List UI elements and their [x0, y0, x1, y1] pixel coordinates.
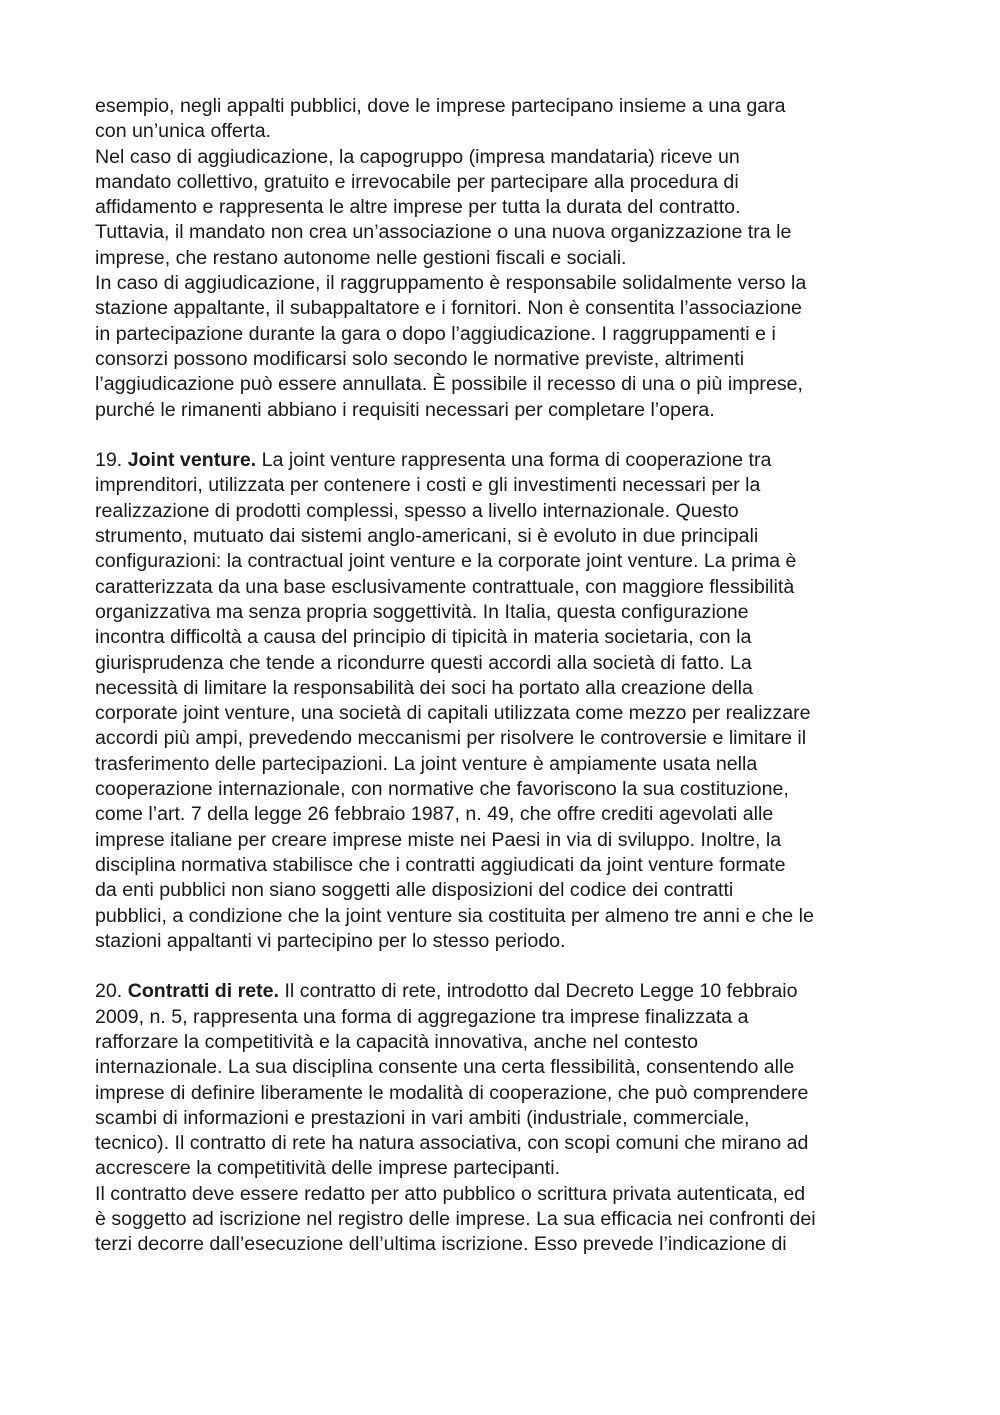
- document-page: [95, 94, 915, 1258]
- text-line: è soggetto ad iscrizione nel registro delle imprese. La sua efficacia nei confronti dei: [95, 1208, 816, 1231]
- text-line: incontra difficoltà a causa del principio di tipicità in materia societaria, con la: [95, 626, 752, 649]
- text-line: corporate joint venture, una società di capitali utilizzata come mezzo per realizzare: [95, 702, 811, 725]
- text-line: Nel caso di aggiudicazione, la capogruppo (impresa mandataria) riceve un: [95, 145, 740, 168]
- section-text: La joint venture rappresenta una forma di cooperazione tra: [256, 449, 772, 472]
- text-line: terzi decorre dall’esecuzione dell’ultima iscrizione. Esso prevede l’indicazione di: [95, 1233, 787, 1256]
- text-line: esempio, negli appalti pubblici, dove le imprese partecipano insieme a una gara: [95, 95, 786, 117]
- paragraph-gap: [95, 954, 915, 979]
- text-line: In caso di aggiudicazione, il raggruppamento è responsabile solidalmente verso la: [95, 272, 807, 295]
- section-contratti-di-rete: [95, 979, 915, 1257]
- text-line: imprese italiane per creare imprese miste nei Paesi in via di sviluppo. Inoltre, la: [95, 828, 782, 851]
- text-line: accordi più ampi, prevedendo meccanismi per risolvere le controversie e limitare il: [95, 727, 807, 750]
- text-line: cooperazione internazionale, con normative che favoriscono la sua costituzione,: [95, 778, 789, 801]
- text-line: imprese di definire liberamente le modalità di cooperazione, che può comprendere: [95, 1081, 809, 1104]
- text-line: pubblici, a condizione che la joint venture sia costituita per almeno tre anni e che le: [95, 904, 814, 927]
- paragraph-raggruppamenti: [95, 94, 915, 423]
- text-line: 2009, n. 5, rappresenta una forma di aggregazione tra imprese finalizzata a: [95, 1005, 749, 1028]
- text-line: disciplina normativa stabilisce che i contratti aggiudicati da joint venture formate: [95, 853, 786, 876]
- text-line: caratterizzata da una base esclusivamente contrattuale, con maggiore flessibilità: [95, 575, 795, 598]
- text-line: da enti pubblici non siano soggetti alle disposizioni del codice dei contratti: [95, 879, 734, 902]
- text-line: stazioni appaltanti vi partecipino per lo stesso periodo.: [95, 929, 566, 952]
- text-line: mandato collettivo, gratuito e irrevocabile per partecipare alla procedura di: [95, 170, 739, 193]
- text-line: rafforzare la competitività e la capacità innovativa, anche nel contesto: [95, 1030, 699, 1053]
- section-heading: Joint venture.: [127, 449, 257, 472]
- text-line: tecnico). Il contratto di rete ha natura associativa, con scopi comuni che mirano ad: [95, 1132, 809, 1155]
- text-line: consorzi possono modificarsi solo secondo le normative previste, altrimenti: [95, 347, 745, 370]
- paragraph-gap: [95, 423, 915, 448]
- text-line: Il contratto deve essere redatto per atto pubblico o scrittura privata autenticata, ed: [95, 1182, 806, 1205]
- section-joint-venture: [95, 448, 915, 954]
- text-line: in partecipazione durante la gara o dopo l’aggiudicazione. I raggruppamenti e i: [95, 322, 776, 345]
- text-line: purché le rimanenti abbiano i requisiti necessari per completare l’opera.: [95, 398, 715, 421]
- text-line: accrescere la competitività delle imprese partecipanti.: [95, 1157, 561, 1180]
- text-line: imprese, che restano autonome nelle gestioni fiscali e sociali.: [95, 246, 627, 269]
- text-line: realizzazione di prodotti complessi, spesso a livello internazionale. Questo: [95, 499, 739, 522]
- text-line: l’aggiudicazione può essere annullata. È possibile il recesso di una o più imprese,: [95, 373, 803, 396]
- text-line: imprenditori, utilizzata per contenere i costi e gli investimenti necessari per la: [95, 474, 761, 497]
- text-line: Tuttavia, il mandato non crea un’associazione o una nuova organizzazione tra le: [95, 221, 792, 244]
- text-line: trasferimento delle partecipazioni. La joint venture è ampiamente usata nella: [95, 752, 758, 775]
- text-line: affidamento e rappresenta le altre imprese per tutta la durata del contratto.: [95, 196, 741, 219]
- section-first-line: [95, 979, 915, 1004]
- text-line: giurisprudenza che tende a ricondurre questi accordi alla società di fatto. La: [95, 651, 752, 674]
- section-number: 19.: [95, 449, 128, 472]
- section-first-line: [95, 448, 915, 473]
- text-line: configurazioni: la contractual joint venture e la corporate joint venture. La prima è: [95, 550, 797, 573]
- text-line: organizzativa ma senza propria soggettività. In Italia, questa configurazione: [95, 600, 749, 623]
- text-line: con un’unica offerta.: [95, 120, 272, 143]
- text-line: internazionale. La sua disciplina consente una certa flessibilità, consentendo alle: [95, 1056, 795, 1079]
- section-text: Il contratto di rete, introdotto dal Decreto Legge 10 febbraio: [279, 980, 798, 1003]
- text-line: stazione appaltante, il subappaltatore e i fornitori. Non è consentita l’associazione: [95, 297, 802, 320]
- section-heading: Contratti di rete.: [127, 980, 280, 1003]
- text-line: necessità di limitare la responsabilità dei soci ha portato alla creazione della: [95, 676, 753, 699]
- text-line: come l’art. 7 della legge 26 febbraio 1987, n. 49, che offre crediti agevolati alle: [95, 803, 774, 826]
- section-number: 20.: [95, 980, 128, 1003]
- text-line: scambi di informazioni e prestazioni in vari ambiti (industriale, commerciale,: [95, 1106, 750, 1129]
- text-line: strumento, mutuato dai sistemi anglo-americani, si è evoluto in due principali: [95, 525, 759, 548]
